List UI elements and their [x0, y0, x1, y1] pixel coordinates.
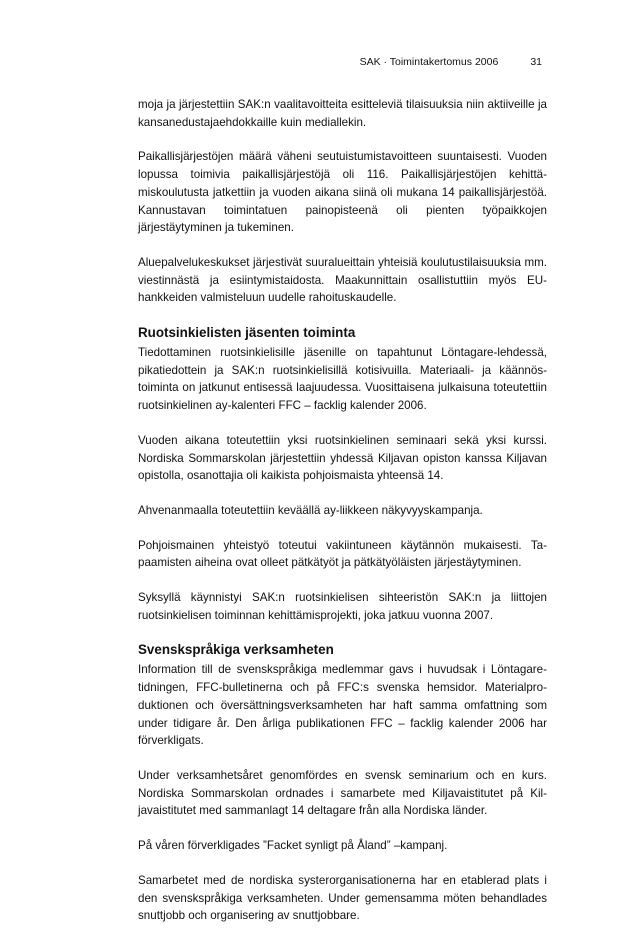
page-number: 31	[530, 56, 542, 68]
section-heading: Ruotsinkielisten jäsenten toiminta	[138, 325, 356, 341]
page-header	[360, 56, 542, 68]
paragraph: moja ja järjestettiin SAK:n vaalitavoitteita esitteleviä tilaisuuksia niin aktiiveille ja kansanedustajaehdokkaille kuin mediallekin.	[138, 98, 547, 129]
paragraph: Under verksamhetsåret genomfördes en svensk seminarium och en kurs. Nordiska Sommarskolan ordnades i samarbete med Kiljavaistitutet på Kiljavaistitutet med sammanlagt 14 deltagare från alla Nordiska länder.	[138, 768, 547, 818]
paragraph: Paikallisjärjestöjen määrä väheni seutuistumistavoitteen suuntaisesti. Vuoden lopussa toimivia paikallisjärjestöjä oli 116. Paikallisjärjestöjen kehittämiskoulutusta jatkettiin ja vuoden aikana siinä oli mukana 14 paikallisjärjestöä. Kannustavan toimintatuen painopisteenä oli pienten työpaikkojen järjestäytyminen ja tukeminen.	[138, 150, 547, 235]
paragraph: Information till de svenskspråkiga medlemmar gavs i huvudsak i Löntagaretidningen, FFC-bulletinerna och på FFC:s svenska hemsidor. Materialproduktionen och översättningsverksamheten har haft samma omfattning som under tidigare år. Den årliga publikationen FFC – facklig kalender 2006 har förverkligats.	[138, 663, 547, 748]
paragraph: Pohjoismainen yhteistyö toteutui vakiintuneen käytännön mukaisesti. Tapaamisten aiheina ovat olleet pätkätyöt ja pätkätyöläisten järjestäytyminen.	[138, 538, 547, 570]
paragraph: Vuoden aikana toteutettiin yksi ruotsinkielinen seminaari sekä yksi kurssi. Nordiska Sommarskolan järjestettiin yhdessä Kiljavan opiston kanssa Kiljavan opistolla, osanottajia oli kaikista pohjoismaista yhteensä 14.	[138, 433, 547, 483]
section-heading: Svenskspråkiga verksamheten	[138, 642, 334, 658]
paragraph: Ahvenanmaalla toteutettiin keväällä ay-liikkeen näkyvyyskampanja.	[138, 503, 483, 517]
paragraph: Samarbetet med de nordiska systerorganisationerna har en etablerad plats i den svenskspråkiga verksamheten. Under gemensamma möten behandlades snuttjobb och organisering av snuttjobbare.	[138, 873, 547, 923]
paragraph: Tiedottaminen ruotsinkielisille jäsenille on tapahtunut Löntagare-lehdessä, pikatiedottein ja SAK:n ruotsinkielisillä kotisivuilla. Materiaali- ja käännöstoiminta on jatkunut entisessä laajuudessa. Vuosittaisena julkaisuna toteutettiin ruotsinkielinen ay-kalenteri FFC – facklig kalender 2006.	[138, 346, 547, 413]
paragraph: Aluepalvelukeskukset järjestivät suuralueittain yhteisiä koulutustilaisuuksia mm. viestinnästä ja esiintymistaidosta. Maakunnittain osallistuttiin myös EU-hankkeiden valmisteluun uudelle rahoituskaudelle.	[138, 255, 547, 305]
paragraph: Syksyllä käynnistyi SAK:n ruotsinkielisen sihteeristön SAK:n ja liittojen ruotsinkielisen toiminnan kehittämisprojekti, joka jatkuu vuonna 2007.	[138, 591, 547, 622]
page-body	[138, 96, 547, 942]
paragraph: På våren förverkligades ”Facket synligt på Åland” –kampanj.	[138, 839, 448, 853]
document-title: SAK · Toimintakertomus 2006	[359, 56, 499, 68]
